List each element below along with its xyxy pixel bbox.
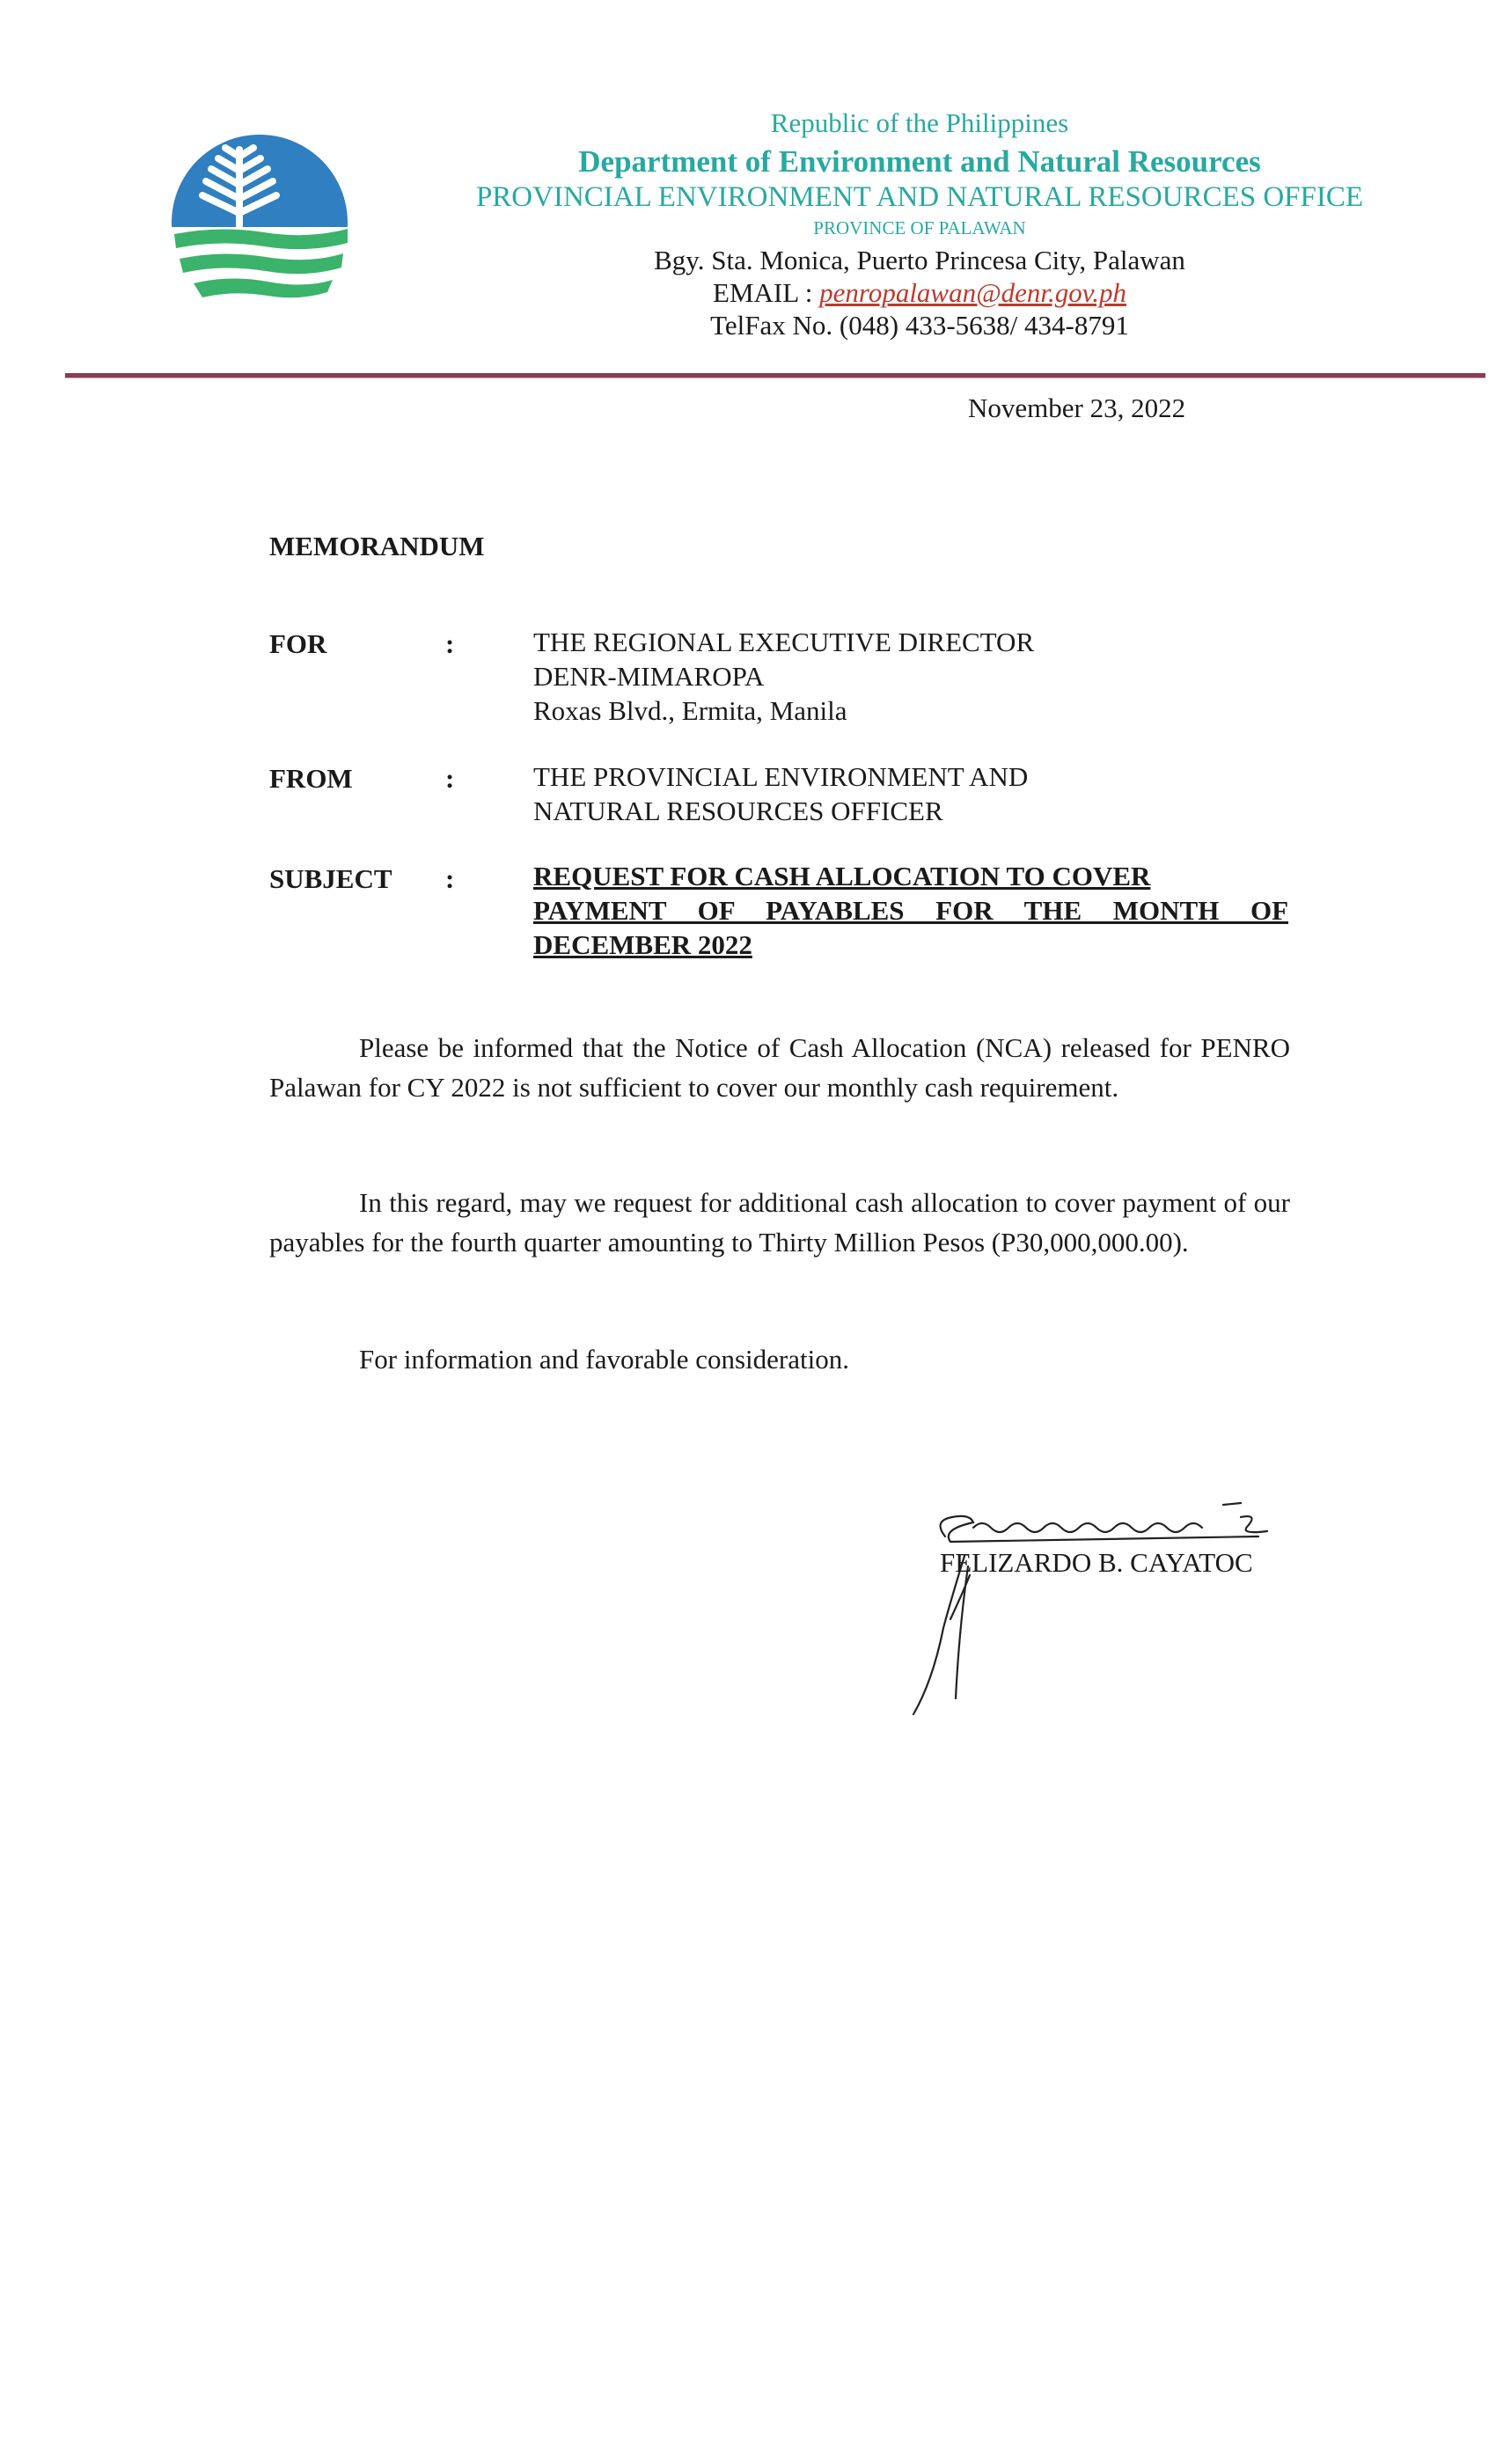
- denr-logo-icon: [167, 130, 352, 315]
- office-address: Bgy. Sta. Monica, Puerto Princesa City, Palawan: [654, 245, 1185, 275]
- office-name: PROVINCIAL ENVIRONMENT AND NATURAL RESOURCES OFFICE: [475, 181, 1364, 213]
- body-paragraph-3: [269, 1339, 1290, 1379]
- subject-line: DECEMBER 2022: [533, 929, 752, 960]
- subject-line: REQUEST FOR CASH ALLOCATION TO COVER: [533, 861, 1151, 891]
- department-name: Department of Environment and Natural Resources: [578, 144, 1261, 179]
- for-line: THE REGIONAL EXECUTIVE DIRECTOR: [533, 627, 1035, 657]
- letterhead-divider: [65, 373, 1485, 378]
- subject-colon: :: [445, 863, 455, 894]
- subject-text: [533, 859, 1288, 962]
- from-label: FROM: [269, 763, 353, 794]
- for-line: DENR-MIMAROPA: [533, 661, 765, 692]
- memo-title: MEMORANDUM: [269, 531, 485, 561]
- for-recipient: [533, 625, 1034, 728]
- memo-date: November 23, 2022: [968, 392, 1186, 423]
- email-line: [343, 277, 1496, 309]
- signature-icon: [889, 1487, 1329, 1725]
- body-text: Please be informed that the Notice of Cash Allocation (NCA) released for PENRO Palawan for CY 2022 is not sufficient to cover our monthly cash requirement.: [269, 1032, 1290, 1103]
- from-colon: :: [445, 763, 455, 794]
- subject-line: PAYMENT OF PAYABLES FOR THE MONTH OF: [533, 895, 1288, 926]
- from-line: THE PROVINCIAL ENVIRONMENT AND: [533, 761, 1029, 792]
- for-colon: :: [445, 628, 455, 659]
- republic-line: Republic of the Philippines: [770, 107, 1069, 138]
- body-paragraph-1: [269, 1028, 1290, 1107]
- email-link[interactable]: penropalawan@denr.gov.ph: [819, 277, 1126, 308]
- body-text: For information and favorable consideration.: [359, 1344, 849, 1375]
- from-line: NATURAL RESOURCES OFFICER: [533, 796, 943, 826]
- from-sender: [533, 759, 1028, 828]
- email-label: EMAIL :: [713, 277, 820, 308]
- body-paragraph-2: [269, 1183, 1290, 1262]
- for-label: FOR: [269, 628, 327, 659]
- province-name: PROVINCE OF PALAWAN: [813, 217, 1026, 238]
- telfax-line: TelFax No. (048) 433-5638/ 434-8791: [710, 310, 1129, 341]
- signatory-name: FELIZARDO B. CAYATOC: [940, 1547, 1253, 1578]
- for-line: Roxas Blvd., Ermita, Manila: [533, 695, 847, 726]
- body-text: In this regard, may we request for additional cash allocation to cover payment of our payables for the fourth quarter amounting to Thirty Million Pesos (P30,000,000.00).: [269, 1187, 1290, 1258]
- subject-label: SUBJECT: [269, 863, 392, 894]
